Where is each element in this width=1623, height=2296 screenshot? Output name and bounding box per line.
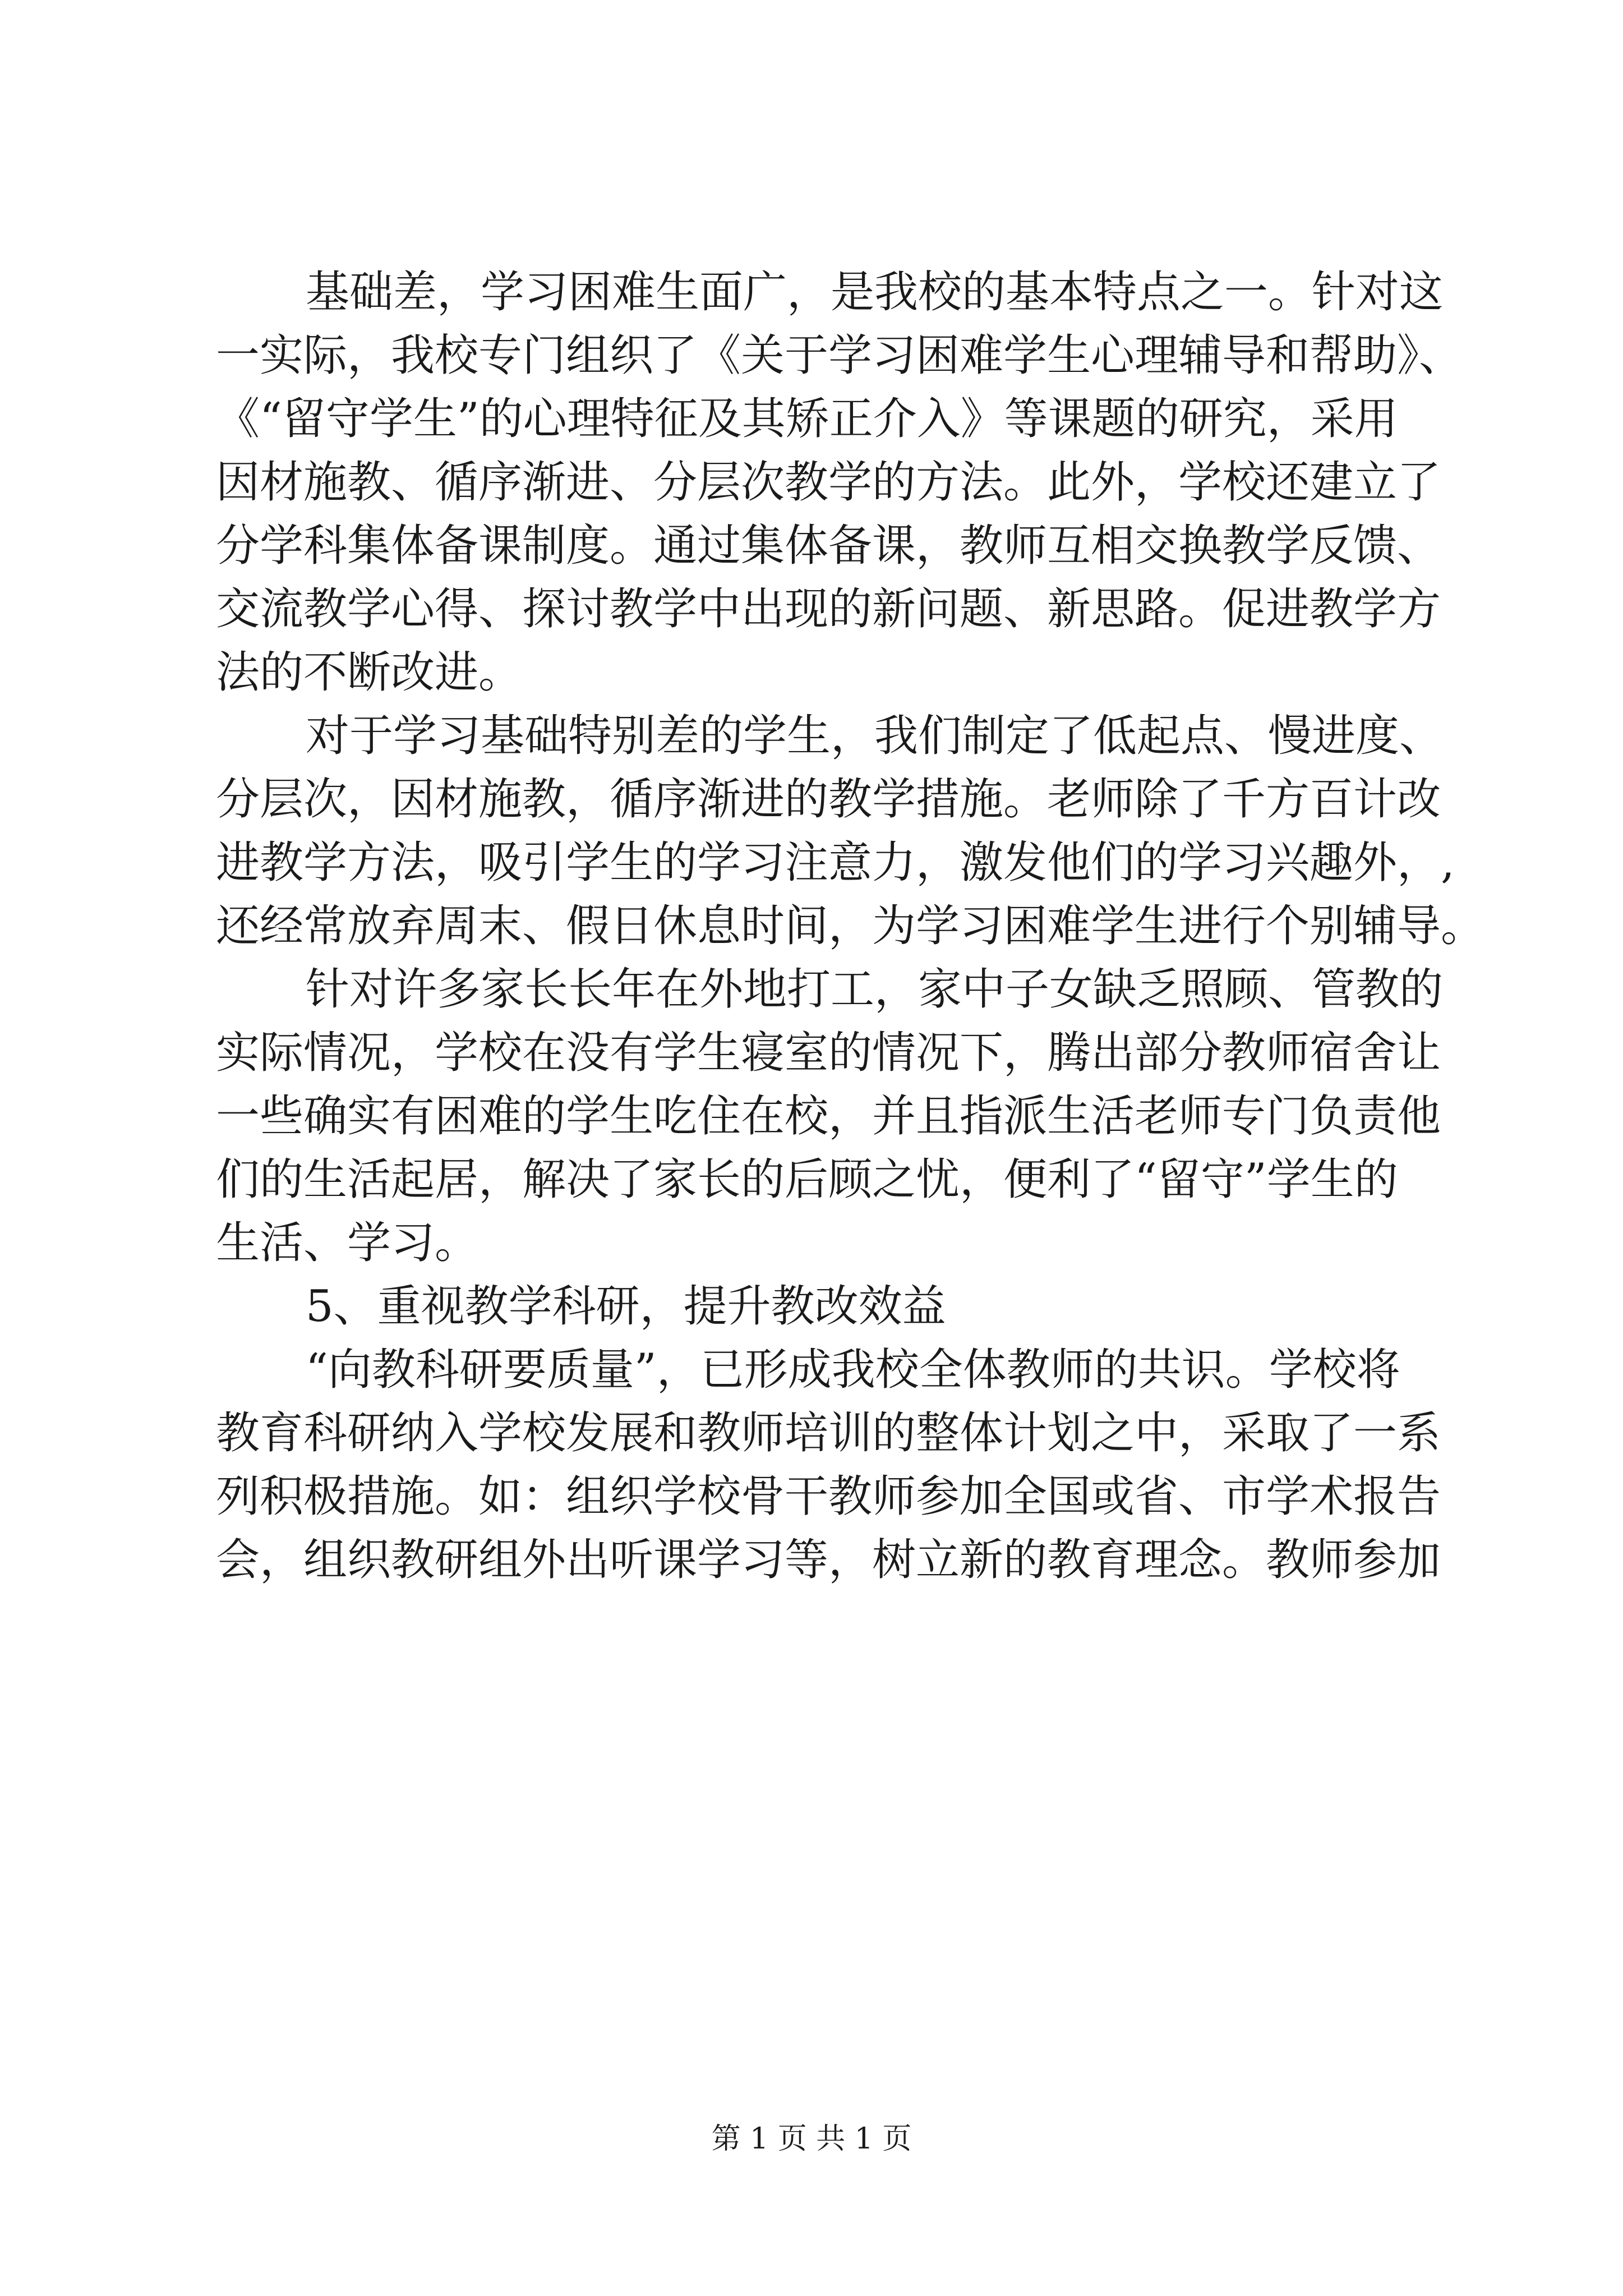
paragraph-line: 实际情况，学校在没有学生寝室的情况下，腾出部分教师宿舍让 bbox=[216, 1028, 1441, 1078]
paragraph-line: 会，组织教研组外出听课学习等，树立新的教育理念。教师参加 bbox=[216, 1535, 1441, 1585]
paragraph-line: 法的不断改进。 bbox=[216, 647, 523, 698]
paragraph-line: 基础差，学习困难生面广，是我校的基本特点之一。针对这 bbox=[306, 267, 1444, 318]
paragraph-line: 进教学方法，吸引学生的学习注意力，激发他们的学习兴趣外，, bbox=[216, 838, 1455, 888]
document-body bbox=[216, 261, 1485, 1592]
paragraph-line: 《“留守学生”的心理特征及其矫正介入》等课题的研究，采用 bbox=[216, 394, 1398, 444]
section-heading: 5、重视教学科研，提升教改效益 bbox=[306, 1281, 946, 1332]
paragraph-line: 生活、学习。 bbox=[216, 1218, 479, 1268]
page-footer: 第 1 页 共 1 页 bbox=[711, 2122, 912, 2156]
paragraph-line: 列积极措施。如：组织学校骨干教师参加全国或省、市学术报告 bbox=[216, 1471, 1441, 1522]
paragraph-line: 一实际，我校专门组织了《关于学习困难学生心理辅导和帮助》、 bbox=[216, 330, 1463, 381]
paragraph-line: 们的生活起居，解决了家长的后顾之忧，便利了“留守”学生的 bbox=[216, 1154, 1398, 1205]
paragraph-line: 还经常放弃周末、假日休息时间，为学习困难学生进行个别辅导。 bbox=[216, 901, 1485, 951]
paragraph-line: 分学科集体备课制度。通过集体备课，教师互相交换教学反馈、 bbox=[216, 521, 1441, 571]
paragraph-line: 针对许多家长长年在外地打工，家中子女缺乏照顾、管教的 bbox=[306, 964, 1444, 1015]
paragraph-line: 一些确实有困难的学生吃住在校，并且指派生活老师专门负责他 bbox=[216, 1091, 1441, 1142]
paragraph-line: 对于学习基础特别差的学生，我们制定了低起点、慢进度、 bbox=[306, 711, 1444, 761]
paragraph-line: “向教科研要质量”，已形成我校全体教师的共识。学校将 bbox=[306, 1345, 1400, 1395]
paragraph-line: 交流教学心得、探讨教学中出现的新问题、新思路。促进教学方 bbox=[216, 584, 1441, 634]
paragraph-line: 教育科研纳入学校发展和教师培训的整体计划之中，采取了一系 bbox=[216, 1408, 1441, 1458]
paragraph-line: 分层次，因材施教，循序渐进的教学措施。老师除了千方百计改 bbox=[216, 774, 1441, 825]
paragraph-line: 因材施教、循序渐进、分层次教学的方法。此外，学校还建立了 bbox=[216, 457, 1441, 508]
